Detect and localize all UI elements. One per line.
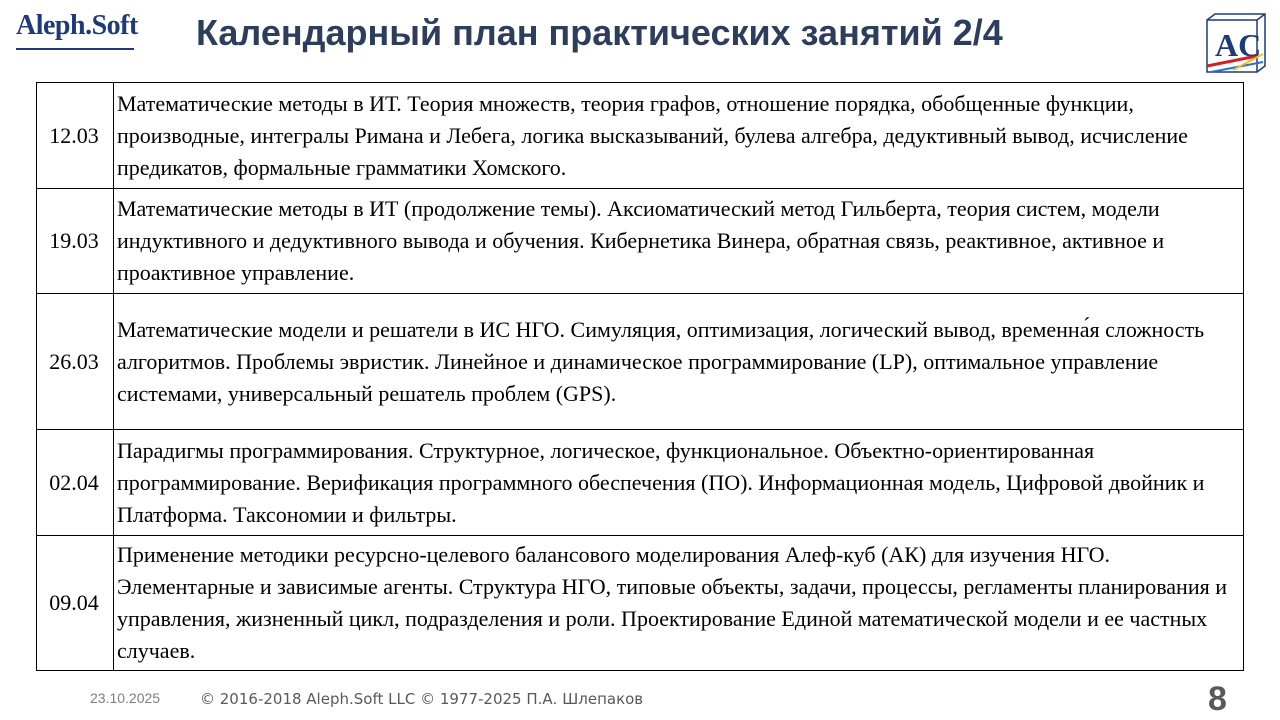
date-cell: 12.03 xyxy=(37,83,114,189)
page-number: 8 xyxy=(1208,680,1227,718)
topic-cell: Парадигмы программирования. Структурное, логическое, функциональное. Объектно-ориентированная программирование. Верификация программного обеспечения (ПО). Информационная модель, Цифровой двойник и Платформа. Таксономии и фильтры. xyxy=(114,430,1244,536)
footer-date: 23.10.2025 xyxy=(90,690,161,706)
page-title: Календарный план практических занятий 2/4 xyxy=(196,12,1003,53)
date-cell: 19.03 xyxy=(37,189,114,294)
footer-copyright: © 2016-2018 Aleph.Soft LLC © 1977-2025 П.А. Шлепаков xyxy=(200,690,644,708)
aleph-soft-logo xyxy=(16,10,136,42)
schedule-table xyxy=(36,82,1244,671)
topic-cell: Математические методы в ИТ. Теория множеств, теория графов, отношение порядка, обобщенные функции, производные, интегралы Римана и Лебега, логика высказываний, булева алгебра, дедуктивный вывод, исчисление предикатов, формальные грамматики Хомского. xyxy=(114,83,1244,189)
logo-text: Aleph.Soft xyxy=(16,10,138,41)
table-row xyxy=(37,430,1244,536)
date-cell: 09.04 xyxy=(37,536,114,671)
topic-cell: Математические модели и решатели в ИС НГО. Симуляция, оптимизация, логический вывод, временна́я сложность алгоритмов. Проблемы эвристик. Линейное и динамическое программирование (LP), оптимальное управление системами, универсальный решатель проблем (GPS). xyxy=(114,294,1244,430)
table-row xyxy=(37,189,1244,294)
topic-cell: Математические методы в ИТ (продолжение темы). Аксиоматический метод Гильберта, теория систем, модели индуктивного и дедуктивного вывода и обучения. Кибернетика Винера, обратная связь, реактивное, активное и проактивное управление. xyxy=(114,189,1244,294)
table-row xyxy=(37,536,1244,671)
ac-letters: AC xyxy=(1215,27,1262,63)
table-row xyxy=(37,294,1244,430)
date-cell: 26.03 xyxy=(37,294,114,430)
logo-underline xyxy=(16,48,134,50)
date-cell: 02.04 xyxy=(37,430,114,536)
ac-cube-logo-icon xyxy=(1203,12,1267,76)
topic-cell: Применение методики ресурсно-целевого балансового моделирования Алеф-куб (АК) для изучения НГО. Элементарные и зависимые агенты. Структура НГО, типовые объекты, задачи, процессы, регламенты планирования и управления, жизненный цикл, подразделения и роли. Проектирование Единой математической модели и ее частных случаев. xyxy=(114,536,1244,671)
ac-cube-logo xyxy=(1203,12,1267,76)
table-row xyxy=(37,83,1244,189)
